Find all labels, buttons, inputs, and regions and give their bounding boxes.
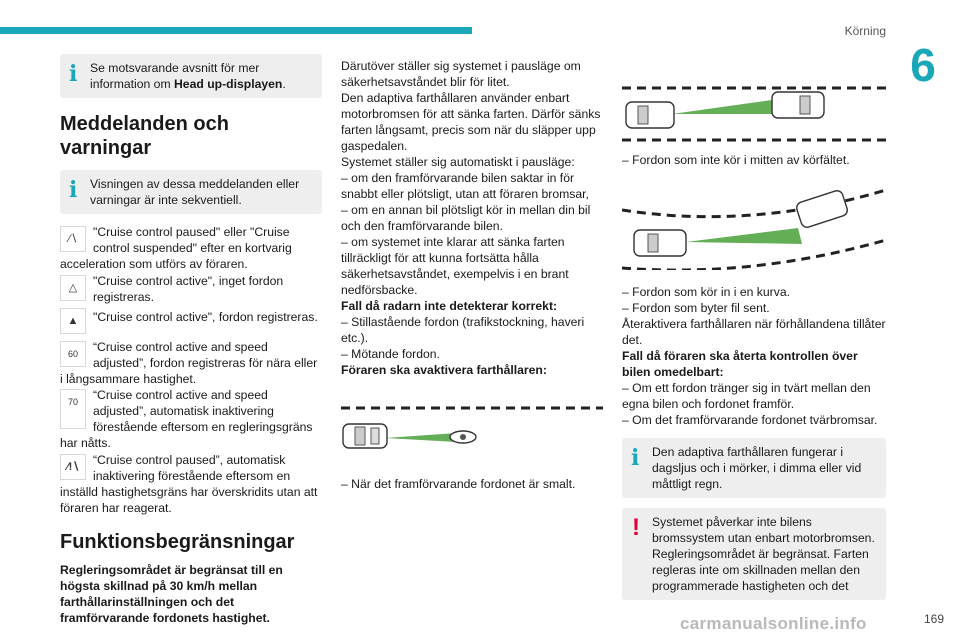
warning-box-braking: ! Systemet påverkar inte bilens bromssystem utan enbart motorbromsen. Regleringsområdet är begränsat. Farten regleras inte om skillnaden mellan den programmerade hastigheten och det (622, 508, 886, 600)
right-column: – Fordon som inte kör i mitten av körfältet. – Fordon som kör in i en kurva. – Fordon som byter fil sent. Återaktivera farthållaren när förhållandena tillåter det. Fall då föraren ska återta kontrollen över bilen omedelbart: – Om ett fordon tränger sig in tvärt mellan den egna bilen och fordonet framför. – Om det framförvarande fordonet tvärbromsar. i Den adaptiva farthållaren fungerar i dagsljus och i mörker, i dimma eller vid måttligt regn. ! Systemet påverkar inte bilens bromssystem utan enbart motorbromsen. Regleringsområdet är begränsat. Farten regleras inte om skillnaden mellan den programmerade hastigheten och det (622, 74, 886, 600)
message-item: 70 “Cruise control active and speed adjusted”, automatisk inaktivering förestående eftersom en regleringsgräns har nåtts. (60, 388, 313, 450)
warning-icon: ! (632, 514, 640, 541)
own-car-icon (634, 230, 686, 256)
vehicle-detected-icon: ▲ (60, 308, 86, 334)
limitation-bold-paragraph: Regleringsområdet är begränsat till en högsta skillnad på 30 km/h mellan farthållarinställningen och det framförvarande fordonets hastighet. (60, 563, 283, 625)
info-icon: i (69, 61, 78, 87)
info-box-sequence (60, 170, 322, 214)
message-item: 60 “Cruise control active and speed adjusted”, fordon registreras för nära eller i långsammare hastighet. (60, 340, 318, 386)
message-item: △ "Cruise control active", inget fordon registreras. (60, 273, 322, 305)
caption-narrow-vehicle: – När det framförvarande fordonet är smalt. (341, 477, 576, 491)
heading-messages: Meddelanden och varningar (60, 113, 229, 159)
middle-column: Därutöver ställer sig systemet i pausläge om säkerhetsavståndet blir för litet. Den adaptiva farthållaren använder enbart motorbromsen för att sänka farten. Därför sänks farten långsamt, precis som när du släpper upp gaspedalen. Systemet ställer sig automatiskt i pausläge: – om den framförvarande bilen saktar in för snabbt eller plötsligt, utan att föraren bromsar, – om en annan bil plötsligt kör in mellan din bil och den framförvarande bilen. – om systemet inte klarar att sänka farten tillräckligt för att kunna fortsätta hålla säkerhetsavståndet, exempelvis i en brant nedförsbacke. Fall då radarn inte detekterar korrekt: – Stillastående fordon (trafikstockning, haveri etc.). – Mötande fordon. Föraren ska avaktivera farthållaren: – När det framförvarande fordonet är smalt. (341, 58, 603, 492)
section-title: Körning (844, 24, 886, 38)
no-vehicle-icon: △ (60, 275, 86, 301)
message-item: ∕!∖ “Cruise control paused”, automatisk inaktivering förestående eftersom en inställd hastighetsgräns har överskridits utan att föraren har reagerat. (60, 453, 318, 515)
message-item: ∕∖ "Cruise control paused" eller "Cruise control suspended" efter en kortvarig acceleration som utförs av föraren. (60, 225, 292, 271)
narrow-vehicle-illustration (341, 388, 603, 468)
page-number: 169 (923, 612, 944, 626)
left-column (60, 54, 322, 626)
info-text: Visningen av dessa meddelanden eller varningar är inte sekventiell. (90, 177, 300, 207)
speed-limit-icon: 70 (60, 389, 86, 429)
message-item: ▲ "Cruise control active", fordon registreras. (60, 306, 322, 338)
caption-off-center: – Fordon som inte kör i mitten av körfältet. (622, 153, 850, 167)
cruise-paused-icon: ∕∖ (60, 226, 86, 252)
info-text: Se motsvarande avsnitt för mer information om Head up-displayen. (90, 61, 286, 91)
vehicle-ahead-icon (795, 189, 849, 229)
off-center-vehicle-illustration (622, 74, 886, 144)
speed-adjusted-icon: 60 (60, 341, 86, 367)
curve-vehicle-illustration (622, 180, 886, 270)
message-list (60, 224, 322, 516)
header-accent-bar (0, 27, 472, 34)
info-box-head-up (60, 54, 322, 98)
own-car-icon (343, 424, 387, 448)
info-box-conditions: i Den adaptiva farthållaren fungerar i dagsljus och i mörker, i dimma eller vid måttligt regn. (622, 438, 886, 498)
motorcycle-icon (450, 431, 476, 443)
cruise-warning-icon: ∕!∖ (60, 454, 86, 480)
info-icon: i (631, 445, 640, 471)
watermark: carmanualsonline.info (680, 614, 867, 633)
head-up-link-text: Head up-displayen (174, 77, 283, 91)
info-icon: i (69, 177, 78, 203)
vehicle-ahead-icon (772, 92, 824, 118)
heading-limitations: Funktionsbegränsningar (60, 531, 295, 553)
own-car-icon (626, 102, 674, 128)
chapter-number: 6 (910, 39, 936, 91)
